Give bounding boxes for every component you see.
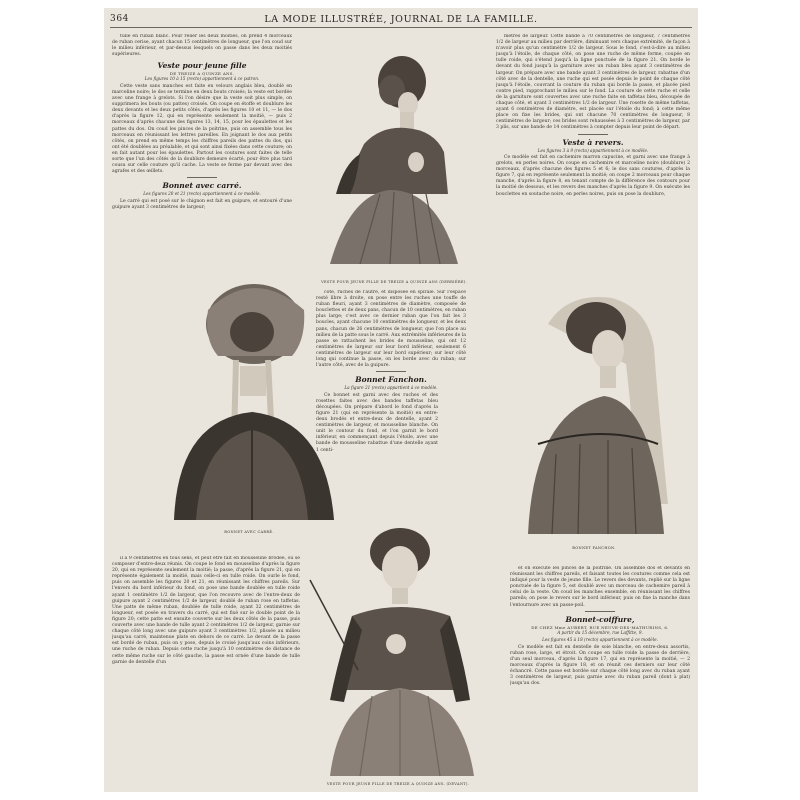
page-number: 364 xyxy=(110,14,129,24)
column-right-bottom xyxy=(510,566,690,788)
column-right-top xyxy=(496,34,690,284)
page-header xyxy=(110,12,692,28)
paragraph-bonnet-carre-cont: côté, ruchés de l'autre, et disposée en spirale. Sur l'espace resté libre à droite, on pose entre les ruches une touffe de ruban fleuri, ayant 3 centimètres de diamètre, composée de bouclettes et de deux pans, chacun de 10 centimètres, en ruban plus large; c'est avec ce dernier ruban que l'on fait les 3 boucles, ayant chacune 10 centimètres de longueur, et les deux pans, chacun de 26 centimètres de longueur, que l'on place au milieu de la patte sous le carré. Aux extrémités inférieures de la passe se rattachent les brides de mousseline, qui ont 12 centimètres de largeur sur leur bord inférieur, seulement 6 centimètres de largeur sur leur bord supérieur; sur leur côté long qui continue la passe, on les borde avec du ruban; sur l'autre côté, avec de la guipure. xyxy=(316,290,466,369)
caption-bonnet-carre: BONNET AVEC CARRÉ. xyxy=(224,530,274,534)
section-figures-veste: Les figures 10 à 15 (recto) appartiennent à ce patron. xyxy=(144,76,260,82)
paragraph-fanchon-cont: mètres de largeur. Cette bande a 70 centimètres de longueur, 7 centimètres 1/2 de largeur au milieu par derrière, diminuant vers chaque extrémité, de façon à n'avoir plus qu'un centimètre 1/2 de largeur. Sous le fond, c'est-à-dire au milieu jusqu'à l'étoile, de chaque côté, on pose une ruche de même forme, coupée en tulle roide, qui s'étend jusqu'à la ligne ponctuée de la figure 21. On borde le devant du fond jusqu'à la garniture avec un ruban bleu ayant 3 centimètres de largeur. On prépare avec une bande ayant 3 centimètres de largeur, rabattue d'un côté avec de la dentelle, une ruche qui est posée depuis le point de chaque côté jusqu'à l'étoile, couvrant la couture du ruban qui borde la passe, et placée pied contre pied, rapprochant le milieu sur le fond. La couture de cette ruche et celle de la garniture sont couvertes avec une ruche faite en taffetas bleu, découpée de chaque côté, et ayant 3 centimètres 1/2 de largeur. Une rosette de même taffetas, ayant 6 centimètres de diamètre, est placée sur l'étoile du fond; à cette même place on fixe les brides, qui ont chacune 70 centimètres de longueur, 8 centimètres de largeur; ces brides sont rehaussées à 3 centimètres de largeur, par 3 plis, sur une bande de 14 centimètres à compter depuis leur point de départ. xyxy=(496,34,690,131)
section-title-veste-revers: Veste à revers. xyxy=(562,137,624,147)
section-figures-bonnet-carre: Les figures 20 et 21 (recto) appartiennent à ce modèle. xyxy=(143,191,261,197)
section-title-bonnet-carre: Bonnet avec carré. xyxy=(162,181,242,191)
column-left-bottom xyxy=(112,556,300,788)
paragraph-bonnet-coiffure: Ce modèle est fait en dentelle de soie blanche, en entre-deux assortis, ruban rose, large, et étroit. On coupe en tulle roide la passe de derrière, d'un seul morceau, d'après la figure 17, qui en représente la moitié, — 2 morceaux d'après la figure 18, et on réunit ces derniers sur leur côté échancré. Cette passe est bordée sur chaque côté long avec du ruban ayant 3 centimètres de largeur, puis garnie avec du ruban pareil (dont à plat) jusqu'au dos. xyxy=(510,644,690,687)
section-title-veste: Veste pour jeune fille xyxy=(157,61,247,71)
paragraph-bonnet-carre: Le carré qui est posé sur le chignon est fait en guipure, et entouré d'une guipure ayant 3 centimètres de largeur; xyxy=(112,198,292,210)
running-title: LA MODE ILLUSTRÉE, JOURNAL DE LA FAMILLE. xyxy=(264,14,538,25)
section-figures-fanchon: La figure 21 (recto) appartient à ce modèle. xyxy=(344,385,438,391)
column-left-top xyxy=(112,34,292,256)
illustration-bonnet-fanchon xyxy=(508,284,684,540)
column-center-middle xyxy=(316,290,466,522)
divider xyxy=(578,134,608,135)
caption-veste-back: VESTE POUR JEUNE FILLE DE TREIZE A QUINZE ANS (DERRIÈRE). xyxy=(321,280,467,284)
paragraph-bonnet-carre-details: il a 9 centimètres en tous sens, et peut être fait en mousseline brodée, ou se composer d'entre-deux réunis. On coupe le fond en mousseline d'après la figure 20, qui en représente seulement la moitié; la passe, d'après la figure 21, qui en représente également la moitié, mais celle-ci en tulle roide. On ourle le fond, puis on assemble les figures 20 et 21, en réunissant les chiffres pareils. Sur l'envers du bord inférieur du fond, on pose une bande doublée en tulle roide ayant 1 centimètre 1/2 de largeur, que l'on recouvre avec de l'entre-deux de guipure ayant 2 centimètres 1/2 de largeur, doublé de ruban rose en taffetas. Une patte de même ruban, doublée de tulle roide, ayant 32 centimètres de longueur, est posée en travers du carré, qui est fixé sur le double point de la figure 20; cette patte est ensuite couverte sur les deux côtés de la passe, puis couverte avec une bande de tulle ayant 2 centimètres 1/2 de largeur, garnie sur chaque côté long avec une guipure ayant 3 centimètres 1/2, plissée au milieu jusqu'au carré, maintenue plate en dehors de ce carré. Le devant de la passe est bordé de ruban, puis on y pose, depuis le croisé jusqu'aux coins inférieurs, une ruche de ruban. Depuis cette ruche jusqu'à 10 centimètres de distance de cette même ruche sur le côté gauche, la passe est ornée d'une bande de tulle garnie de dentelle d'un xyxy=(112,556,300,665)
paragraph-fanchon: Ce bonnet est garni avec des ruches et des rosettes faites avec des bandes taffetas bleu découpées. On prépare d'abord le fond d'après la figure 21 (qui en représente la moitié) en entre-deux brodés et entre-deux de dentelle, ayant 2 centimètres de largeur, et mousseline blanche. On unit le contour du fond, et l'on garnit le bord inférieur, en commençant depuis l'étoile, avec une bande de mousseline rabattue d'une dentelle ayant 1 centi- xyxy=(316,392,438,453)
section-subtitle-veste: DE TREIZE A QUINZE ANS. xyxy=(169,71,235,77)
section-title-fanchon: Bonnet Fanchon. xyxy=(355,375,427,385)
section-figures-veste-revers: Les figures 3 à 9 (recto) appartiennent à ce modèle. xyxy=(537,147,649,153)
paragraph-intro: tulle en ruban blanc. Pour relier les deux moitiés, on prend 4 morceaux de ruban cerise, ayant chacun 15 centimètres de longueur, que l'on coud sur le milieu inférieur, et par-dessus lesquels on passe dans les deux moitiés supérieures. xyxy=(112,34,292,58)
journal-page xyxy=(104,8,698,792)
section-figures-bonnet-coiffure: Les figures 45 à 18 (recto) appartiennent à ce modèle. xyxy=(542,637,658,643)
section-subtitle-bonnet-coiffure: DE CHEZ Mme AUBERT, RUE NEUVE-DES-MATHURINS, 6. xyxy=(531,624,669,630)
caption-veste-front: VESTE POUR JEUNE FILLE DE TREIZE A QUINZE ANS. (DEVANT). xyxy=(326,782,470,786)
divider xyxy=(585,611,615,612)
paragraph-veste-revers: Ce modèle est fait en cachemire marron capucine, et garni avec une frange à grelots, en perles noires. On coupe en cachemire et marceline noire (doublure) 2 morceaux, d'après chacune des figures 5 et 6; le dos sans coutures, d'après la figure 7, qui en représente seulement la moitié; on coupe 2 morceaux pour chaque manche, d'après la figure 8, en tenant compte de la différence des contours pour la moitié de dessous, et les revers des manches d'après la figure 9. On exécute les bouclettes en soutache noire, en perles noires, puis on pose la doublure, xyxy=(496,155,690,197)
caption-bonnet-fanchon: BONNET FANCHON. xyxy=(572,546,616,550)
paragraph-veste: Cette veste sans manches est faite en velours anglais bleu, doublé en marceline noire; le dos se termine en deux bouts croisés; la veste est bordée avec une frange à grelots. Si l'on désire que la veste soit plus simple, on supprimera les bouts (ou pattes) croisés. On coupe en étoffe et doublure les deux devants et les deux petits côtés, d'après les figures 10 et 11, — le dos d'après la figure 12, qui en représente seulement la moitié, — puis 2 morceaux d'après chacune des figures 13, 14, 15, pour les épaulettes et les pattes du dos. On coud les pinces de la poitrine, puis on assemble tous les morceaux en réunissant les lettres pareilles. En joignant le dos aux petits côtés, on prend en même temps les chiffres pareils des pattes du dos, qui ont été doublées au préalable, et qui sont ainsi fixées dans cette couture; on en fait autant pour les épaulettes. Partout les coutures sont faites de telle sorte que l'un des côtés de la doublure demeure écarté, pour être plus tard cousu sur celle couture qu'il cache. La veste se ferme par devant avec des agrafes et des œillets. xyxy=(112,83,292,175)
illustration-veste-back xyxy=(320,34,464,276)
illustration-veste-front xyxy=(300,520,496,780)
section-subtitle2-bonnet-coiffure: A partir du 15 décembre, rue Laffitte, 9. xyxy=(557,629,643,635)
divider xyxy=(376,371,406,372)
paragraph-veste-revers-cont: et on exécute les pinces de la poitrine. On assemble dos et devants en réunissant les chiffres pareils, et faisant toutes les coutures comme cela est indiqué pour la veste de jeune fille. Le revers des devants, replié sur la ligne ponctuée de la figure 5, est doublé avec un morceau de cachemire pareil à celui de la veste. On coud les manches ensemble, en réunissant les chiffres pareils; on pose le revers sur le bord inférieur, puis on fixe la manche dans l'entournure avec un passe-poil. xyxy=(510,566,690,608)
section-title-bonnet-coiffure: Bonnet-coiffure, xyxy=(565,614,635,624)
divider xyxy=(187,177,217,178)
illustration-bonnet-carre xyxy=(156,270,342,530)
